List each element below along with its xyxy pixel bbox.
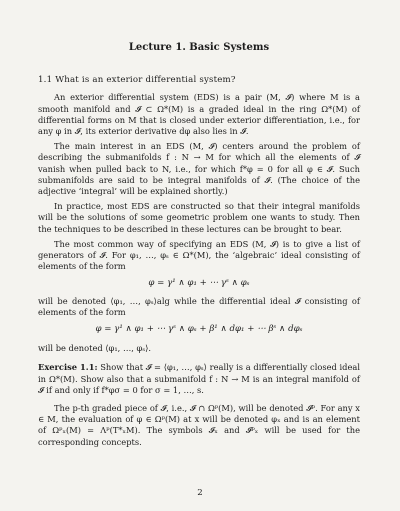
paragraph-practice: In practice, most EDS are constructed so that their integral manifolds will be the solutions of some geometric problem one wants to study. Then the techniques to be described in these lectures can be brought to bear. <box>38 201 360 234</box>
lecture-title: Lecture 1. Basic Systems <box>128 42 270 53</box>
page-number: 2 <box>197 488 203 498</box>
exercise-label: Exercise 1.1: <box>38 362 98 373</box>
paragraph-graded-piece: The p-th graded piece of 𝓘, i.e., 𝓘 ∩ Ωᵖ(M), will be denoted 𝓘ᵖ. For any x ∈ M, the evaluation of φ ∈ Ωᵖ(M) at x will be denoted φₓ and is an element of Ωᵖₓ(M) = Λᵖ(T*ₓM). The symbols 𝓘ₓ and 𝓘ᵖₓ will be used for the corresponding concepts. <box>38 403 360 447</box>
paragraph-generators: The most common way of specifying an EDS (M, 𝓘) is to give a list of generators of 𝓘. For φ₁, …, φₛ ∈ Ω*(M), the ‘algebraic’ ideal consisting of elements of the form <box>38 238 360 272</box>
paragraph-integral-manifolds: The main interest in an EDS (M, 𝓘) centers around the problem of describing the submanifolds f : N → M for which all the elements of 𝓘 vanish when pulled back to N, i.e., for which f*φ = 0 for all φ ∈ 𝓘. Such submanifolds are said to be integral manifolds of 𝓘. (The choice of the adjective ‘integral’ will be explained shortly.) <box>38 141 360 197</box>
exercise-text: Show that 𝓘 = ⟨φ₁, …, φₛ⟩ really is a differentially closed ideal in Ω*(M). Show also that a submanifold f : N → M is an integral manifold of 𝓘 if and only if f*φσ = 0 for σ = 1, …, s. <box>38 362 360 395</box>
paragraph-after-equation-2: will be denoted ⟨φ₁, …, φₛ⟩. <box>38 343 152 354</box>
section-heading: 1.1 What is an exterior differential system? <box>38 75 236 86</box>
equation-algebraic-ideal: φ = γ¹ ∧ φ₁ + ⋯ γˢ ∧ φₛ <box>148 278 250 289</box>
paragraph-after-equation-1: will be denoted ⟨φ₁, …, φₛ⟩alg while the differential ideal 𝓘 consisting of elements of the form <box>38 295 360 317</box>
paragraph-eds-definition: An exterior differential system (EDS) is a pair (M, 𝓘) where M is a smooth manifold and 𝓘 ⊂ Ω*(M) is a graded ideal in the ring Ω*(M) of differential forms on M that is closed under exterior differentiation, i.e., for any φ in 𝓘, its exterior derivative dφ also lies in 𝓘. <box>38 92 360 137</box>
equation-differential-ideal: φ = γ¹ ∧ φ₁ + ⋯ γˢ ∧ φₛ + β¹ ∧ dφ₁ + ⋯ βˢ ∧ dφₛ <box>95 324 303 335</box>
exercise-block <box>38 362 360 396</box>
